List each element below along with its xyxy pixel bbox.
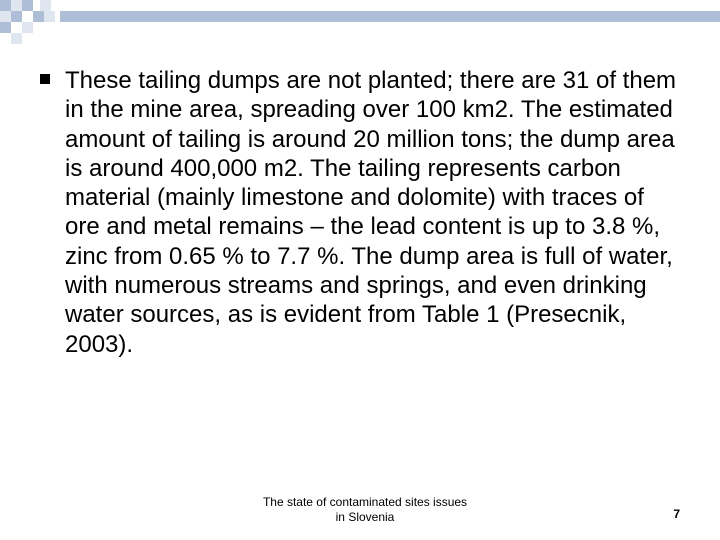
bullet-item [40,66,690,359]
footer-line-1: The state of contaminated sites issues [262,495,468,509]
decor-square [0,0,11,11]
decor-square [44,11,55,22]
slide-body [40,66,690,359]
decor-square [22,0,33,11]
footer-title [230,495,500,525]
decor-square [0,11,11,22]
decor-square [11,33,22,44]
header-rule [60,11,720,22]
decor-square [33,11,44,22]
footer-line-2: in Slovenia [335,510,395,524]
bullet-text: These tailing dumps are not planted; there are 31 of them in the mine area, spreading over 100 km2. The estimated amount of tailing is around 20 million tons; the dump area is around 400,000 m2. The tailing represents carbon material (mainly limestone and dolomite) with traces of ore and metal remains – the lead content is up to 3.8 %, zinc from 0.65 % to 7.7 %. The dump area is full of water, with numerous streams and springs, and even drinking water sources, as is evident from Table 1 (Presecnik, 2003). [65,67,677,358]
page-number: 7 [673,507,680,521]
decor-square [0,22,11,33]
decor-square [22,22,33,33]
square-bullet-icon [40,74,50,84]
decor-square [11,11,22,22]
header-decoration [0,0,720,44]
decor-square [40,0,51,11]
decor-square [11,0,22,11]
